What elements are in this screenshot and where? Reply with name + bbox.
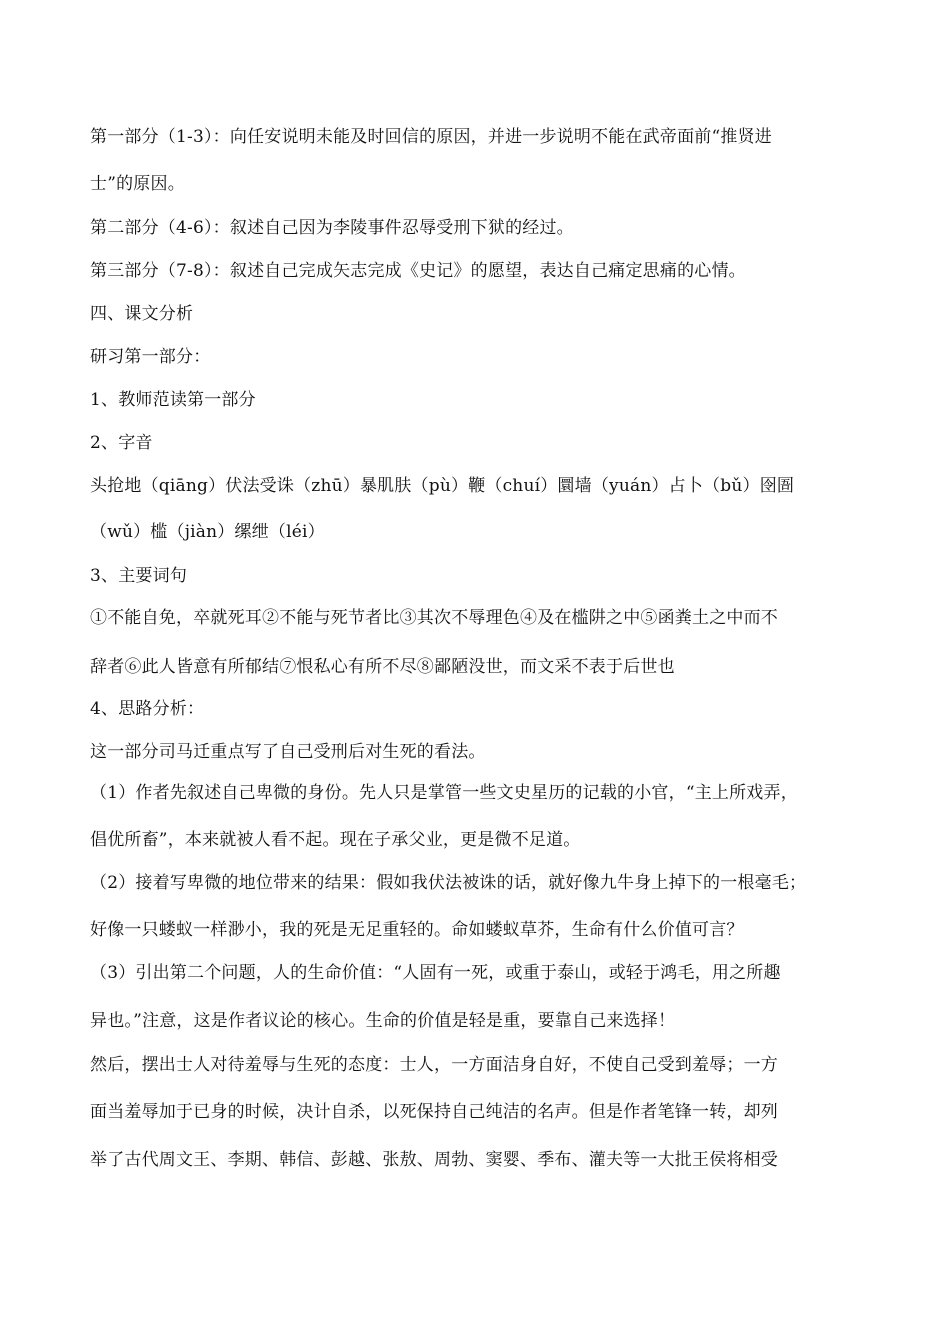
text-line: 好像一只蝼蚁一样渺小，我的死是无足重轻的。命如蝼蚁草芥，生命有什么价值可言？ [90,920,744,940]
text-line: 倡优所畜”，本来就被人看不起。现在子承父业，更是微不足道。 [90,830,581,850]
text-line: 1、教师范读第一部分 [90,390,256,410]
text-line: 辞者⑥此人皆意有所郁结⑦恨私心有所不尽⑧鄙陋没世，而文采不表于后世也 [90,657,675,677]
text-line: （3）引出第二个问题，人的生命价值：“人固有一死，或重于泰山，或轻于鸿毛，用之所趣 [90,963,781,983]
text-line: 这一部分司马迁重点写了自己受刑后对生死的看法。 [90,742,486,762]
text-line: 举了古代周文王、李期、韩信、彭越、张敖、周勃、窦婴、季布、灌夫等一大批王侯将相受 [90,1150,778,1170]
text-line: 4、思路分析： [90,699,205,719]
text-line: 研习第一部分： [90,347,211,367]
text-line: 面当羞辱加于已身的时候，决计自杀，以死保持自己纯洁的名声。但是作者笔锋一转，却列 [90,1102,778,1122]
text-line: 第一部分（1-3）：向任安说明未能及时回信的原因，并进一步说明不能在武帝面前“推贤进 [90,127,772,147]
text-line: （1）作者先叙述自己卑微的身份。先人只是掌管一些文史星历的记载的小官，“主上所戏弄， [90,783,798,803]
text-line: 然后，摆出士人对待羞辱与生死的态度：士人，一方面洁身自好，不使自己受到羞辱；一方 [90,1055,778,1075]
text-line: （2）接着写卑微的地位带来的结果：假如我伏法被诛的话，就好像九牛身上掉下的一根毫毛； [90,873,807,893]
text-line: 第二部分（4-6）：叙述自己因为李陵事件忍辱受刑下狱的经过。 [90,218,574,238]
text-line: 头抢地（qiāng）伏法受诛（zhū）暴肌肤（pù）鞭（chuí）圜墙（yuán）占卜（bǔ）囹圄 [90,476,795,496]
section-heading: 四、课文分析 [90,304,194,324]
text-line: 第三部分（7-8）：叙述自己完成矢志完成《史记》的愿望，表达自己痛定思痛的心情。 [90,261,746,281]
text-line: 异也。”注意，这是作者议论的核心。生命的价值是轻是重，要靠自己来选择！ [90,1011,676,1031]
text-line: ①不能自免，卒就死耳②不能与死节者比③其次不辱理色④及在槛阱之中⑤函粪土之中而不 [90,608,778,628]
text-line: 3、主要词句 [90,566,188,586]
text-line: （wǔ）槛（jiàn）缧绁（léi） [90,522,325,542]
text-line: 2、字音 [90,433,153,453]
text-line: 士”的原因。 [90,174,185,194]
